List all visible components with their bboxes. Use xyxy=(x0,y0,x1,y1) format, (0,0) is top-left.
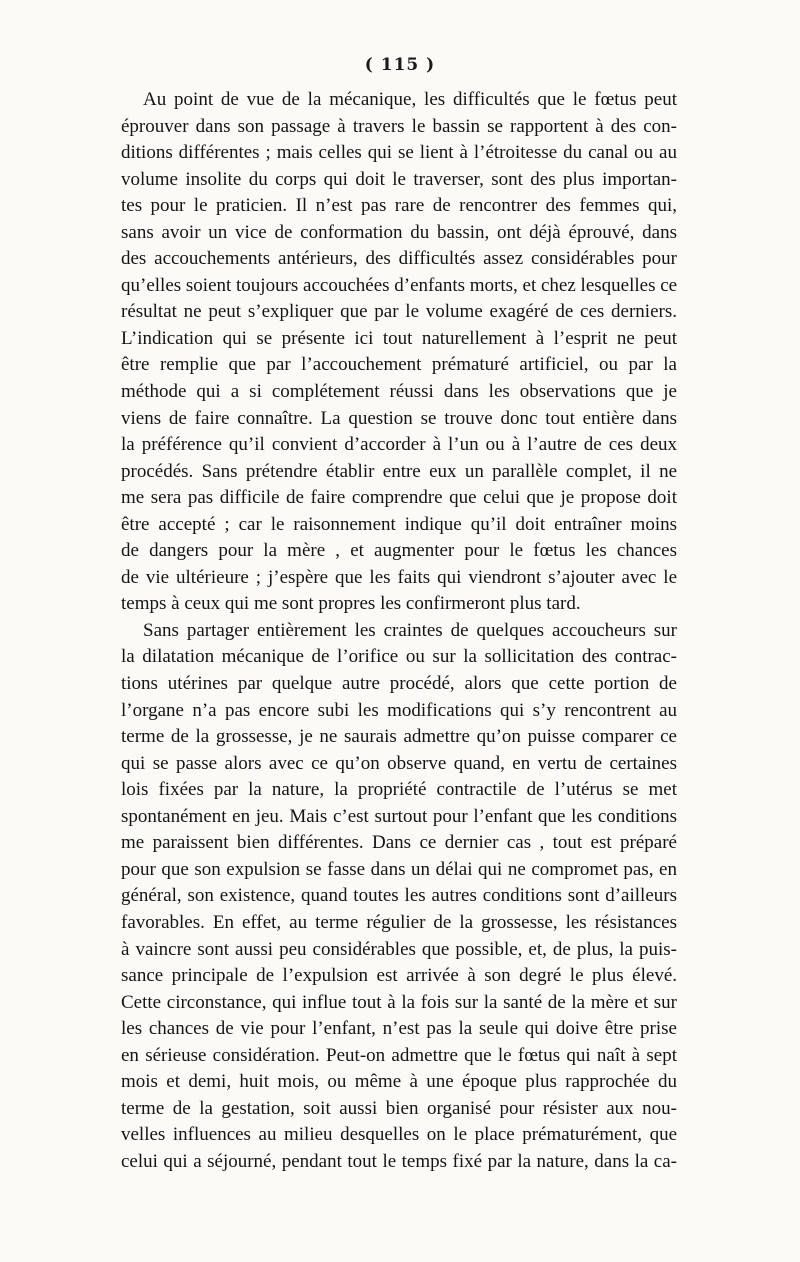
text-line: Cette circonstance, qui influe tout à la fois sur la santé de la mère et sur xyxy=(121,991,677,1013)
text-line: être remplie que par l’accouchement prématuré artificiel, ou par la xyxy=(121,354,677,376)
text-line: tions utérines par quelque autre procédé, alors que cette portion de xyxy=(121,673,677,695)
text-line: l’organe n’a pas encore subi les modifications qui s’y rencontrent au xyxy=(121,699,677,721)
text-line: mois et demi, huit mois, ou même à une époque plus rapprochée du xyxy=(121,1071,677,1093)
text-line: volume insolite du corps qui doit le traverser, sont des plus importan- xyxy=(121,168,677,190)
text-line: celui qui a séjourné, pendant tout le temps fixé par la nature, dans la ca- xyxy=(121,1150,677,1172)
text-line: Sans partager entièrement les craintes de quelques accoucheurs sur xyxy=(143,619,677,641)
text-line: méthode qui a si complétement réussi dans les observations que je xyxy=(121,381,677,403)
text-line: ditions différentes ; mais celles qui se lient à l’étroitesse du canal ou au xyxy=(121,142,677,164)
text-line: terme de la gestation, soit aussi bien organisé pour résister aux nou- xyxy=(121,1097,677,1119)
text-line: terme de la grossesse, je ne saurais admettre qu’on puisse comparer ce xyxy=(121,726,677,748)
text-line: à vaincre sont aussi peu considérables que possible, et, de plus, la puis- xyxy=(121,938,677,960)
text-line: me paraissent bien différentes. Dans ce dernier cas , tout est préparé xyxy=(121,832,677,854)
text-line: temps à ceux qui me sont propres les confirmeront plus tard. xyxy=(121,593,581,615)
text-line: des accouchements antérieurs, des difficultés assez considérables pour xyxy=(121,248,677,270)
text-line: éprouver dans son passage à travers le bassin se rapportent à des con- xyxy=(121,115,677,137)
page-number: ( 115 ) xyxy=(364,55,436,75)
text-line: les chances de vie pour l’enfant, n’est pas la seule qui doive être prise xyxy=(121,1018,677,1040)
text-line: L’indication qui se présente ici tout naturellement à l’esprit ne peut xyxy=(121,327,677,349)
text-line: me sera pas difficile de faire comprendre que celui que je propose doit xyxy=(121,487,677,509)
text-line: sance principale de l’expulsion est arrivée à son degré le plus élevé. xyxy=(121,965,677,987)
text-line: général, son existence, quand toutes les autres conditions sont d’ailleurs xyxy=(121,885,677,907)
text-line: en sérieuse considération. Peut-on admettre que le fœtus qui naît à sept xyxy=(121,1044,677,1066)
text-line: pour que son expulsion se fasse dans un délai qui ne compromet pas, en xyxy=(121,858,677,880)
text-line: Au point de vue de la mécanique, les difficultés que le fœtus peut xyxy=(143,89,677,110)
body-text xyxy=(121,87,677,1175)
text-line: qu’elles soient toujours accouchées d’enfants morts, et chez lesquelles ce xyxy=(121,274,677,296)
text-line: de dangers pour la mère , et augmenter pour le fœtus les chances xyxy=(121,540,677,562)
text-line: la préférence qu’il convient d’accorder à l’un ou à l’autre de ces deux xyxy=(121,434,677,456)
text-line: tes pour le praticien. Il n’est pas rare de rencontrer des femmes qui, xyxy=(121,195,677,217)
text-line: sans avoir un vice de conformation du bassin, ont déjà éprouvé, dans xyxy=(121,221,677,243)
text-line: velles influences au milieu desquelles on le place prématurément, que xyxy=(121,1124,677,1146)
text-line: viens de faire connaître. La question se trouve donc tout entière dans xyxy=(121,407,677,429)
text-line: favorables. En effet, au terme régulier de la grossesse, les résistances xyxy=(121,911,677,933)
text-line: être accepté ; car le raisonnement indique qu’il doit entraîner moins xyxy=(121,513,677,535)
text-line: la dilatation mécanique de l’orifice ou sur la sollicitation des contrac- xyxy=(121,646,677,668)
text-line: qui se passe alors avec ce qu’on observe quand, en vertu de certaines xyxy=(121,752,677,774)
text-line: procédés. Sans prétendre établir entre eux un parallèle complet, il ne xyxy=(121,460,677,482)
text-line: lois fixées par la nature, la propriété contractile de l’utérus se met xyxy=(121,779,677,801)
text-line: spontanément en jeu. Mais c’est surtout pour l’enfant que les conditions xyxy=(121,805,677,827)
text-line: de vie ultérieure ; j’espère que les faits qui viendront s’ajouter avec le xyxy=(121,566,677,588)
text-line: résultat ne peut s’expliquer que par le volume exagéré de ces derniers. xyxy=(121,301,677,323)
